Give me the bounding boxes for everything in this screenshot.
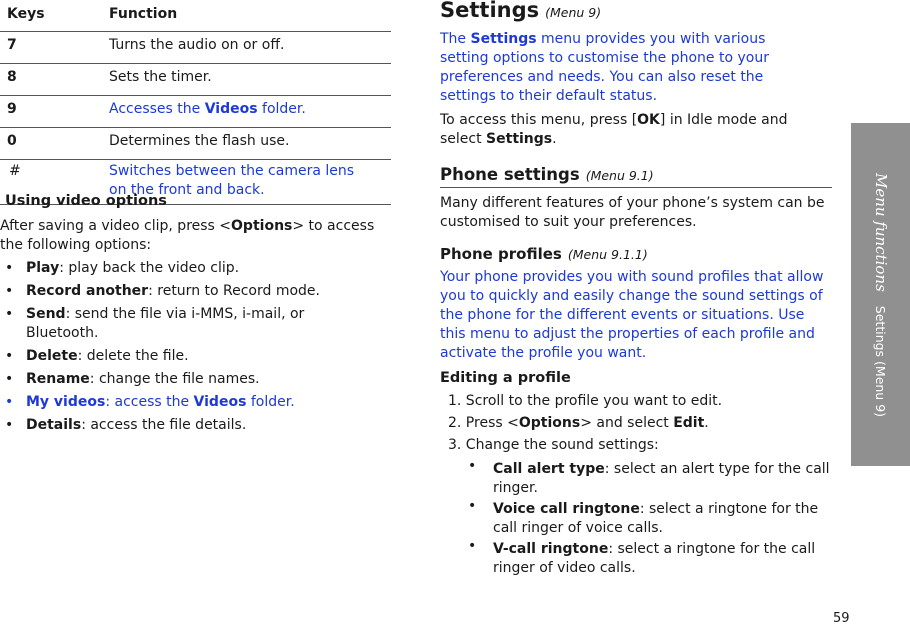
bullet: •	[5, 306, 14, 322]
setting-desc: : select an alert type for the call ringer.	[493, 461, 830, 496]
option-term: Record another	[26, 283, 149, 299]
list-item	[0, 259, 380, 278]
list-item	[0, 305, 380, 343]
ok-key-label: OK	[637, 112, 660, 128]
bullet: •	[5, 371, 14, 387]
bullet: •	[468, 538, 477, 554]
access-text: ] in Idle mode and select	[440, 112, 788, 147]
key-cell: 7	[7, 37, 17, 53]
settings-link[interactable]: Settings	[470, 31, 537, 47]
heading-text: Phone settings	[440, 165, 580, 184]
key-cell: 8	[7, 69, 17, 85]
function-cell: Sets the timer.	[109, 69, 212, 85]
function-text: folder.	[257, 101, 306, 117]
menu-number: (Menu 9)	[545, 5, 602, 20]
list-item: 3. Change the sound settings:	[448, 437, 659, 453]
function-cell	[109, 96, 391, 128]
option-desc: : send the file via i-MMS, i-mail, or Bluetooth.	[26, 306, 305, 341]
list-item	[0, 393, 380, 412]
option-term: Rename	[26, 371, 90, 387]
menu-number: (Menu 9.1)	[585, 168, 654, 183]
step-text: .	[704, 415, 709, 431]
header-function: Function	[109, 6, 178, 22]
list-item	[465, 540, 830, 578]
menu-number: (Menu 9.1.1)	[567, 247, 648, 262]
key-function-table	[0, 2, 391, 205]
intro-text: menu provides you with various setting options to customise the phone to your preferences and needs. You can also reset the settings to their default status.	[440, 31, 769, 104]
heading-text: Phone profiles	[440, 245, 562, 263]
header-keys: Keys	[7, 6, 45, 22]
setting-term: Voice call ringtone	[493, 501, 640, 517]
options-softkey-label: Options	[518, 415, 581, 431]
access-text: .	[552, 131, 557, 147]
editing-steps	[440, 392, 832, 458]
list-item	[0, 416, 380, 435]
table-row	[0, 32, 391, 64]
bullet: •	[468, 458, 477, 474]
subsection-name: Settings (Menu 9)	[872, 305, 888, 417]
setting-desc: : select a ringtone for the call ringer of voice calls.	[493, 501, 819, 536]
video-options-list	[0, 259, 380, 439]
table-row	[0, 96, 391, 128]
videos-folder-link[interactable]: Videos	[204, 101, 258, 117]
title-text: Settings	[440, 0, 540, 22]
setting-desc: : select a ringtone for the call ringer of video calls.	[493, 541, 816, 576]
edit-label: Edit	[673, 415, 705, 431]
settings-label: Settings	[486, 131, 553, 147]
function-cell: Determines the flash use.	[109, 133, 290, 149]
bullet: •	[468, 498, 477, 514]
intro-text: The	[440, 31, 471, 47]
sound-settings-list	[465, 460, 830, 580]
editing-profile-heading: Editing a profile	[440, 370, 571, 386]
setting-term: Call alert type	[493, 461, 605, 477]
settings-title	[440, 0, 601, 22]
option-desc: : change the file names.	[89, 371, 260, 387]
table-header-row	[0, 2, 391, 32]
function-text: Accesses the	[109, 101, 205, 117]
list-item	[465, 460, 830, 498]
list-item	[0, 370, 380, 389]
function-cell: Switches between the camera lens on the front and back.	[109, 163, 355, 198]
function-cell: Turns the audio on or off.	[109, 37, 285, 53]
option-desc: : play back the video clip.	[59, 260, 240, 276]
list-item: 1. Scroll to the profile you want to edit.	[448, 393, 723, 409]
option-term: Details	[26, 417, 82, 433]
option-desc: folder.	[246, 394, 295, 410]
key-cell: 0	[7, 133, 17, 149]
step-text: 2. Press <	[448, 415, 519, 431]
list-item	[0, 282, 380, 301]
table-row	[0, 64, 391, 96]
phone-settings-desc: Many different features of your phone’s system can be customised to suit your preferences.	[440, 195, 825, 230]
bullet: •	[5, 348, 14, 364]
settings-intro	[440, 30, 815, 106]
bullet: •	[5, 260, 14, 276]
bullet: •	[5, 394, 14, 410]
bullet: •	[5, 417, 14, 433]
setting-term: V-call ringtone	[493, 541, 609, 557]
list-item	[440, 414, 832, 433]
option-term: Play	[26, 260, 60, 276]
settings-access	[440, 111, 825, 149]
bullet: •	[5, 283, 14, 299]
option-desc: : access the	[105, 394, 194, 410]
list-item	[465, 500, 830, 538]
option-term: Send	[26, 306, 66, 322]
option-desc: : access the file details.	[81, 417, 247, 433]
list-item	[0, 347, 380, 366]
intro-text: After saving a video clip, press <	[0, 218, 232, 234]
option-term: Delete	[26, 348, 78, 364]
side-tab-label	[851, 123, 910, 466]
side-tab-text	[872, 172, 890, 416]
section-divider	[440, 187, 832, 188]
videos-folder-link[interactable]: Videos	[193, 394, 247, 410]
video-options-heading: Using video options	[5, 193, 167, 209]
table-row	[0, 128, 391, 160]
page-number: 59	[833, 611, 850, 626]
access-text: To access this menu, press [	[440, 112, 638, 128]
my-videos-link[interactable]: My videos	[26, 394, 106, 410]
phone-profiles-heading	[440, 245, 648, 263]
phone-profiles-desc: Your phone provides you with sound profiles that allow you to quickly and easily change the sound settings of the phone for the different events or situations. Use this menu to adjust the properties of each profile and activate the profile you want.	[440, 269, 824, 361]
intro-text: > to access the following options:	[0, 218, 375, 253]
section-name: Menu functions	[871, 172, 890, 292]
video-options-intro	[0, 217, 392, 255]
key-cell: #	[9, 163, 21, 179]
option-desc: : return to Record mode.	[148, 283, 320, 299]
options-softkey-label: Options	[231, 218, 293, 234]
option-desc: : delete the file.	[77, 348, 189, 364]
phone-settings-heading	[440, 165, 654, 184]
step-text: > and select	[580, 415, 674, 431]
key-cell: 9	[7, 101, 17, 117]
